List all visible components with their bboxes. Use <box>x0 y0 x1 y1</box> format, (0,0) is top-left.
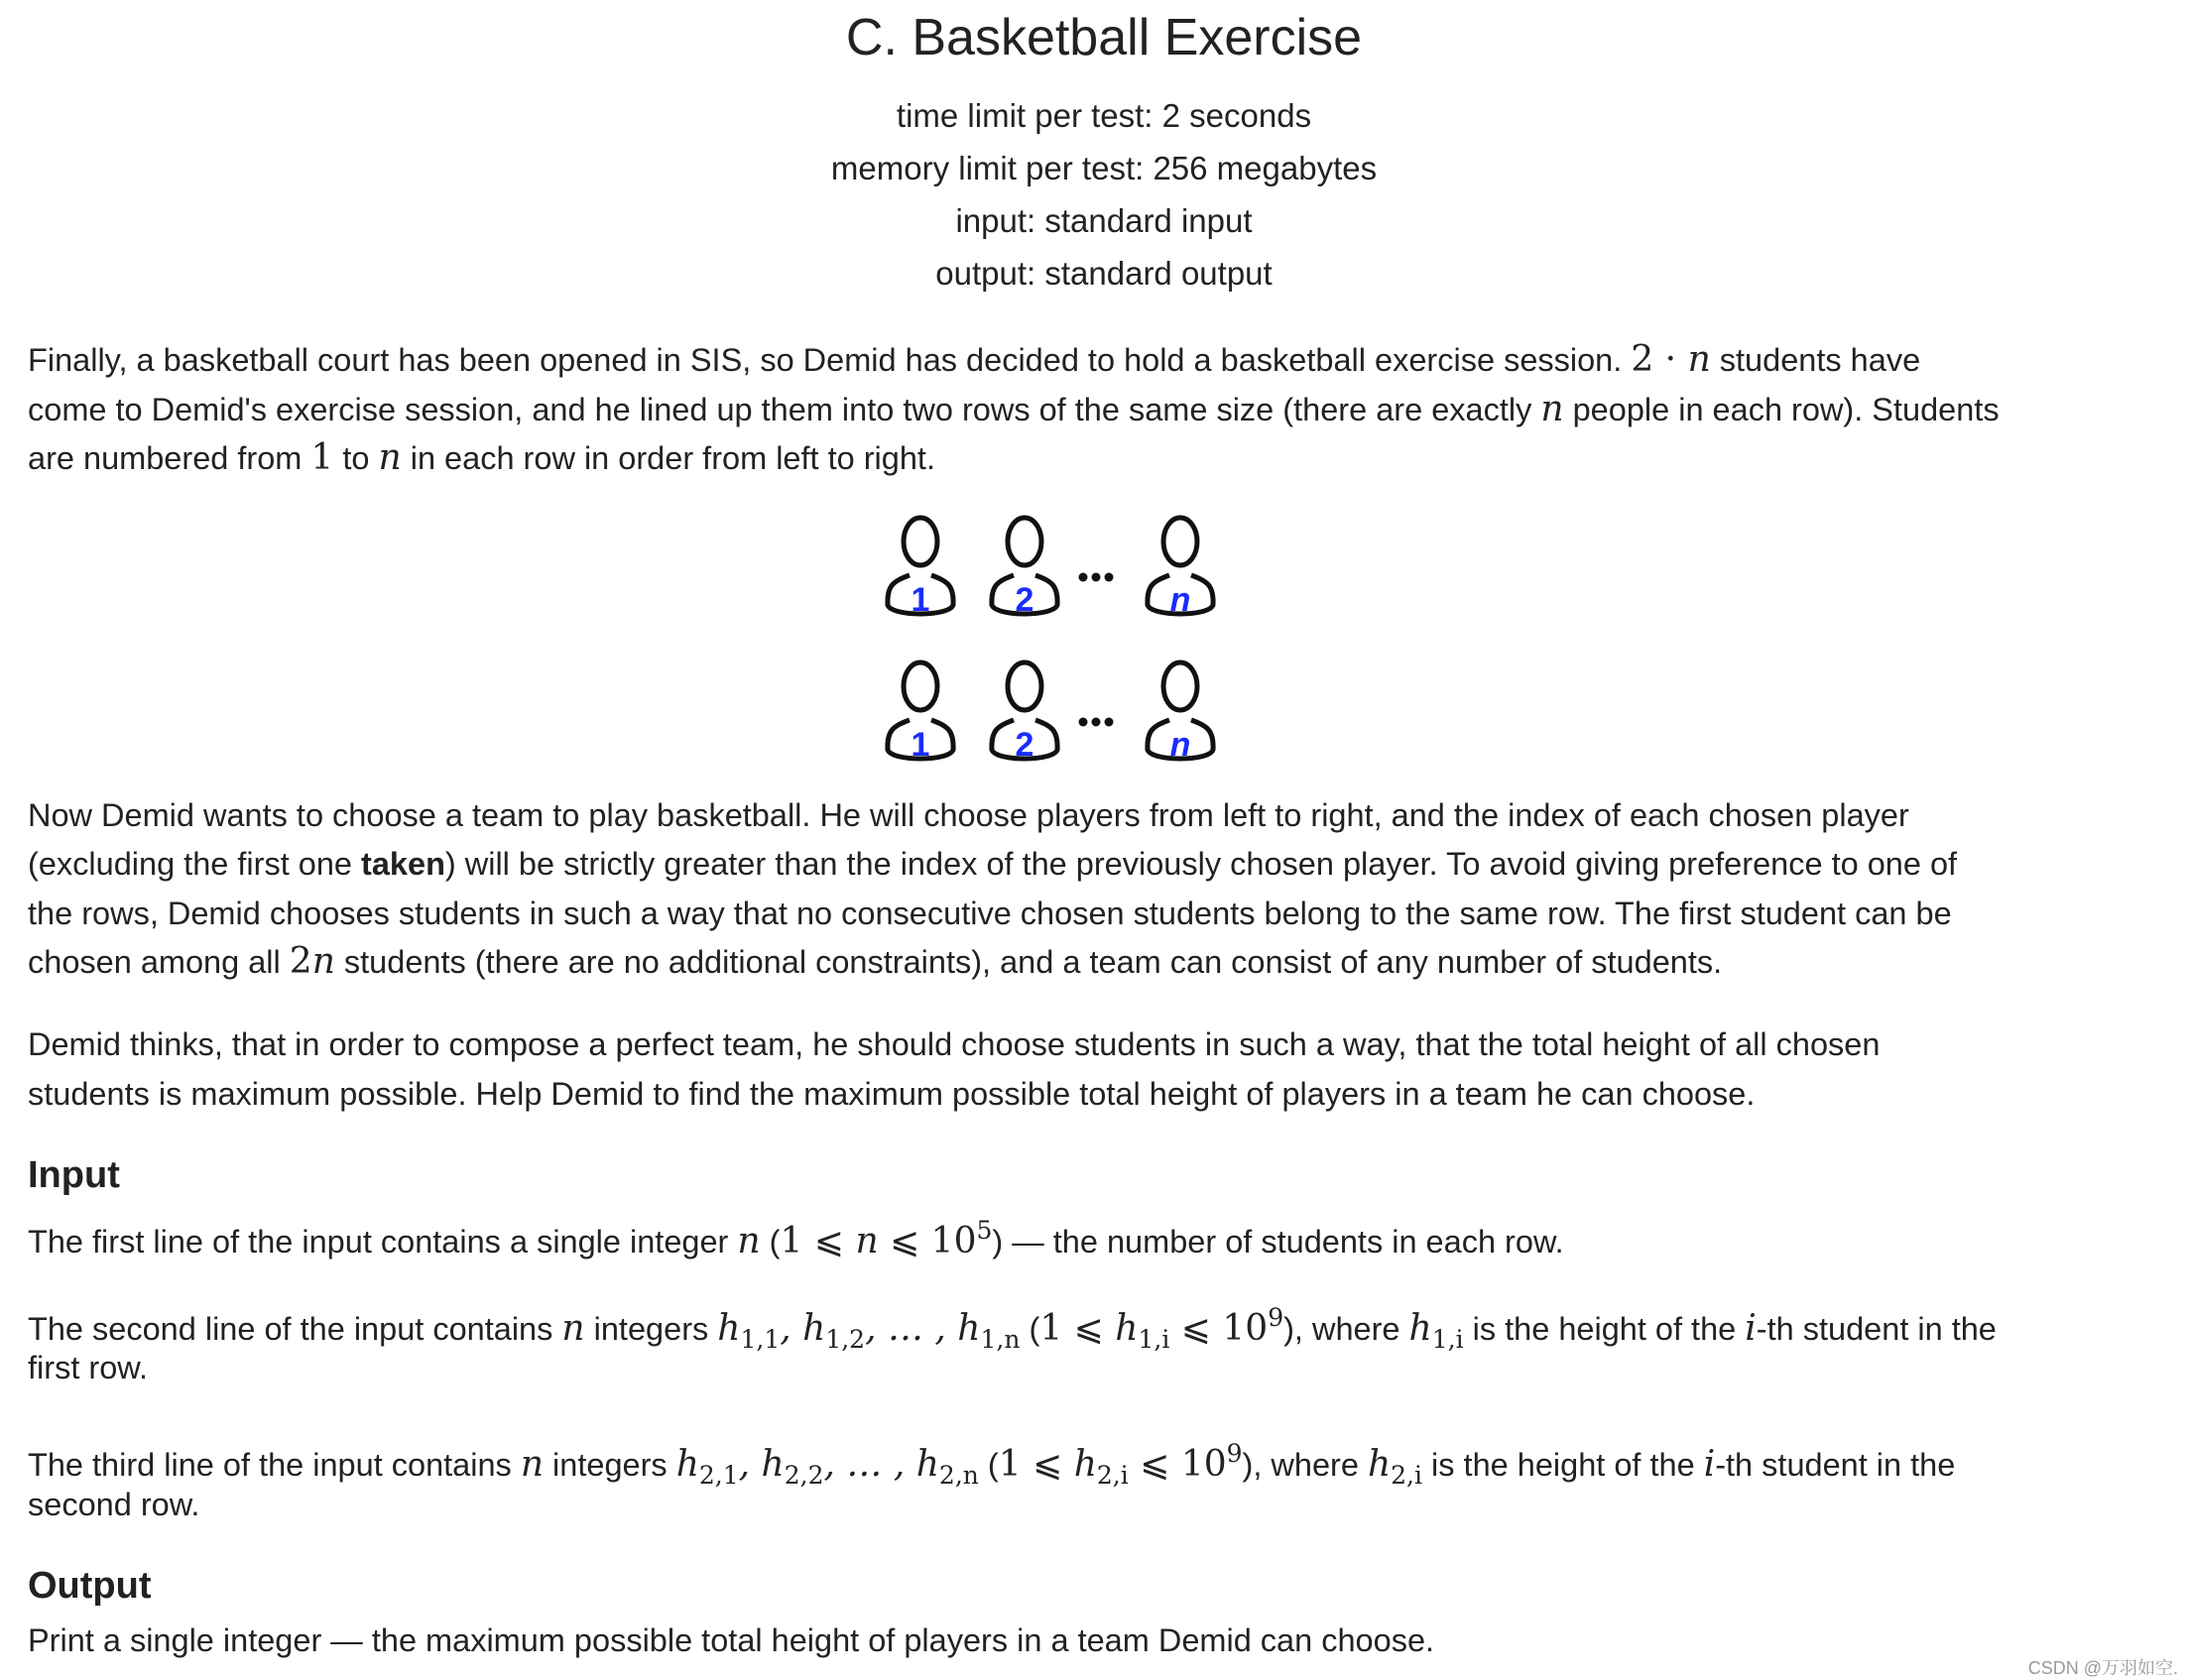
input-line <box>28 1485 199 1524</box>
text: ) will be strictly greater than the index of the previously chosen player. To avoid giving preference to one of <box>444 846 1958 882</box>
text: integers <box>584 1311 718 1347</box>
math-var: h <box>1367 1444 1392 1485</box>
text: Finally, a basketball court has been opened in SIS, so Demid has decided to hold a basketball exercise session. <box>28 342 1632 378</box>
statement-line <box>28 438 935 478</box>
math-num: 2 · <box>1631 339 1688 380</box>
math-num: 1 ⩽ <box>998 1444 1074 1485</box>
math-var: n <box>378 437 402 478</box>
text: are numbered from <box>28 440 311 476</box>
student-icon <box>992 518 1057 619</box>
statement-line <box>28 1024 1880 1064</box>
student-icon <box>888 518 953 619</box>
math-num: 1 ⩽ <box>1039 1308 1116 1349</box>
subscript: 2,1 <box>698 1461 739 1490</box>
ellipsis-dot <box>1079 573 1088 582</box>
math-var: n <box>1687 339 1711 380</box>
subscript: 2,i <box>1391 1461 1423 1490</box>
text: in each row in order from left to right. <box>401 440 935 476</box>
math-var: h <box>675 1444 699 1485</box>
math-num: ⩽ 10 <box>878 1221 977 1261</box>
input-spec: input: standard input <box>955 202 1253 239</box>
text: students (there are no additional constraints), and a team can consist of any number of students. <box>334 944 1723 980</box>
math-var: n <box>737 1221 761 1261</box>
math-var: , h <box>780 1308 826 1349</box>
student-number: n <box>1169 581 1191 619</box>
student-icon <box>888 662 953 764</box>
math-num: ⩽ 10 <box>1128 1444 1227 1485</box>
text: people in each row). Students <box>1563 392 2000 427</box>
subscript: 1,i <box>1138 1325 1170 1354</box>
subscript: 1,1 <box>740 1325 781 1354</box>
statement-line <box>28 795 1909 835</box>
text: students have <box>1710 342 1921 378</box>
statement-line <box>28 894 1952 933</box>
ellipsis-dot <box>1092 573 1101 582</box>
text: chosen among all <box>28 944 290 980</box>
memory-limit: memory limit per test: 256 megabytes <box>830 150 1378 186</box>
math-var: h <box>717 1308 741 1349</box>
superscript: 9 <box>1226 1439 1243 1468</box>
text: is the height of the <box>1422 1447 1704 1483</box>
text: second row. <box>28 1487 200 1522</box>
output-spec: output: standard output <box>935 255 1273 292</box>
math-var: n <box>1540 389 1564 429</box>
subscript: 1,i <box>1431 1325 1464 1354</box>
text: ( <box>760 1224 781 1260</box>
student-number: 2 <box>1015 581 1034 619</box>
subscript: 1,2 <box>825 1325 866 1354</box>
text: The second line of the input contains <box>28 1311 562 1347</box>
text: first row. <box>28 1350 148 1385</box>
text: The third line of the input contains <box>28 1447 521 1483</box>
statement-line <box>28 942 1722 982</box>
student-icon <box>1148 662 1213 764</box>
subscript: 2,i <box>1096 1461 1129 1490</box>
math-num: 1 <box>310 437 334 478</box>
math-num: 2 <box>289 941 312 982</box>
math-var: i <box>1703 1444 1716 1485</box>
math-var: , … , h <box>823 1444 939 1485</box>
ellipsis-dot <box>1079 718 1088 727</box>
text: (excluding the first one <box>28 846 362 882</box>
input-heading: Input <box>28 1154 120 1196</box>
statement-line <box>28 340 1920 380</box>
text: the rows, Demid chooses students in such a way that no consecutive chosen students belong to the same row. The first student can be <box>28 896 1952 931</box>
math-var: , h <box>738 1444 785 1485</box>
ellipsis-dot <box>1092 718 1101 727</box>
student-number: 2 <box>1015 726 1034 764</box>
math-var: n <box>855 1221 879 1261</box>
student-number: n <box>1169 726 1191 764</box>
text: ), where <box>1242 1447 1368 1483</box>
text: is the height of the <box>1463 1311 1746 1347</box>
input-line <box>28 1298 1997 1360</box>
text: ), where <box>1283 1311 1409 1347</box>
student-number: 1 <box>911 581 930 619</box>
input-line <box>28 1348 148 1387</box>
watermark: CSDN @万羽如空. <box>2027 1658 2178 1678</box>
output-heading: Output <box>28 1565 152 1607</box>
subscript: 2,2 <box>784 1461 824 1490</box>
text: Print a single integer — the maximum possible total height of players in a team Demid can choose. <box>28 1622 1435 1658</box>
statement-line <box>28 390 2000 429</box>
text: to <box>333 440 379 476</box>
student-number: 1 <box>911 726 930 764</box>
text: -th student in the <box>1756 1311 1997 1347</box>
ellipsis-dot <box>1105 718 1114 727</box>
subscript: 2,n <box>938 1461 979 1490</box>
bold-text: taken <box>361 846 445 882</box>
math-var: , … , h <box>865 1308 981 1349</box>
superscript: 5 <box>976 1216 993 1245</box>
statement-line <box>28 844 1957 884</box>
students-rows-figure <box>855 510 1339 781</box>
text: The first line of the input contains a single integer <box>28 1224 738 1260</box>
text: ( <box>1020 1311 1040 1347</box>
problem-title: C. Basketball Exercise <box>845 9 1363 66</box>
math-var: h <box>1073 1444 1097 1485</box>
student-icon <box>1148 518 1213 619</box>
statement-line <box>28 1074 1755 1114</box>
text: -th student in the <box>1715 1447 1956 1483</box>
math-var: i <box>1745 1308 1757 1349</box>
student-icon <box>992 662 1057 764</box>
text: ( <box>978 1447 999 1483</box>
input-line <box>28 1434 1955 1496</box>
text: come to Demid's exercise session, and he lined up them into two rows of the same size (there are exactly <box>28 392 1541 427</box>
text: students is maximum possible. Help Demid to find the maximum possible total height of players in a team he can choose. <box>28 1076 1756 1112</box>
math-num: ⩽ 10 <box>1169 1308 1269 1349</box>
input-line <box>28 1211 1564 1261</box>
time-limit: time limit per test: 2 seconds <box>896 97 1312 134</box>
math-var: n <box>520 1444 545 1485</box>
math-var: h <box>1408 1308 1432 1349</box>
subscript: 1,n <box>980 1325 1021 1354</box>
superscript: 9 <box>1268 1303 1284 1332</box>
math-var: h <box>1115 1308 1139 1349</box>
output-line <box>28 1620 1434 1660</box>
text: integers <box>544 1447 676 1483</box>
math-var: n <box>311 941 335 982</box>
text: ) — the number of students in each row. <box>992 1224 1564 1260</box>
text: Now Demid wants to choose a team to play basketball. He will choose players from left to right, and the index of each chosen player <box>28 797 1909 833</box>
math-num: 1 ⩽ <box>780 1221 856 1261</box>
math-var: n <box>561 1308 585 1349</box>
ellipsis-dot <box>1105 573 1114 582</box>
text: Demid thinks, that in order to compose a perfect team, he should choose students in such a way, that the total height of all chosen <box>28 1026 1881 1062</box>
